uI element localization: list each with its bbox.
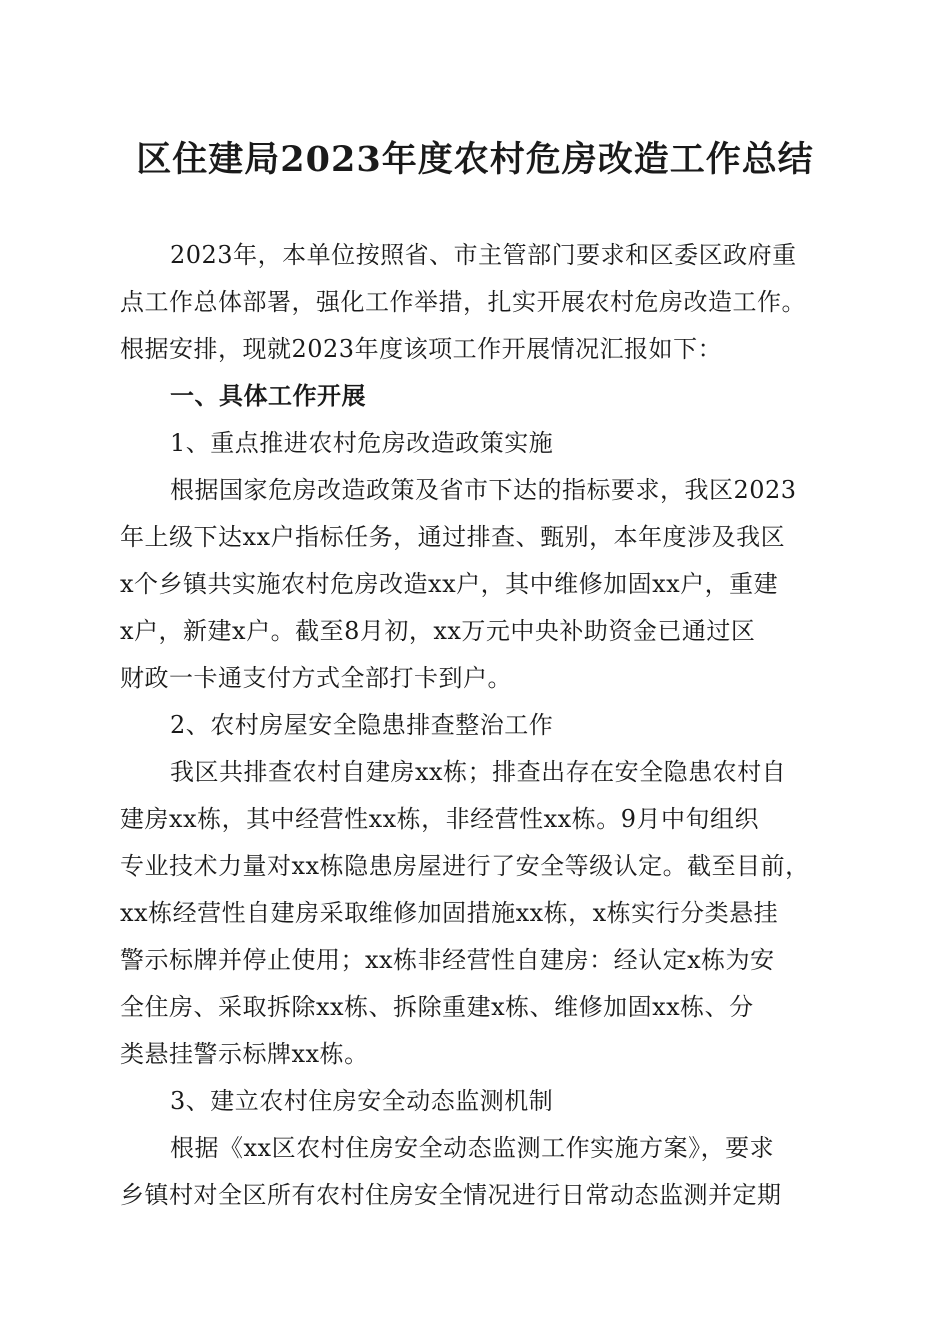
paragraph-line: x个乡镇共实施农村危房改造xx户，其中维修加固xx户，重建	[120, 570, 779, 598]
subsection-heading: 2、农村房屋安全隐患排查整治工作	[170, 711, 554, 739]
paragraph-line: xx栋经营性自建房采取维修加固措施xx栋，x栋实行分类悬挂	[120, 899, 779, 927]
paragraph-line: 全住房、采取拆除xx栋、拆除重建x栋、维修加固xx栋、分	[120, 993, 754, 1021]
paragraph-line: 建房xx栋，其中经营性xx栋，非经营性xx栋。9月中旬组织	[120, 805, 759, 833]
subsection-heading: 1、重点推进农村危房改造政策实施	[170, 429, 554, 457]
paragraph-line: 警示标牌并停止使用；xx栋非经营性自建房：经认定x栋为安	[120, 946, 775, 974]
paragraph-line: 根据《xx区农村住房安全动态监测工作实施方案》，要求	[170, 1134, 775, 1162]
paragraph-line: 2023年，本单位按照省、市主管部门要求和区委区政府重	[170, 241, 797, 269]
paragraph-line: 财政一卡通支付方式全部打卡到户。	[120, 664, 512, 692]
paragraph-line: 乡镇村对全区所有农村住房安全情况进行日常动态监测并定期	[120, 1181, 782, 1209]
paragraph-line: 点工作总体部署，强化工作举措，扎实开展农村危房改造工作。	[120, 288, 806, 316]
paragraph-line: 年上级下达xx户指标任务，通过排查、甄别，本年度涉及我区	[120, 523, 786, 551]
paragraph-line: 根据国家危房改造政策及省市下达的指标要求，我区2023	[170, 476, 797, 504]
paragraph-line: x户，新建x户。截至8月初，xx万元中央补助资金已通过区	[120, 617, 756, 645]
subsection-heading: 3、建立农村住房安全动态监测机制	[170, 1087, 554, 1115]
section-heading: 一、具体工作开展	[170, 382, 366, 410]
document-title: 区住建局2023年度农村危房改造工作总结	[136, 139, 814, 180]
paragraph-line: 根据安排，现就2023年度该项工作开展情况汇报如下：	[120, 335, 723, 363]
paragraph-line: 专业技术力量对xx栋隐患房屋进行了安全等级认定。截至目前，	[120, 852, 810, 880]
paragraph-line: 我区共排查农村自建房xx栋；排查出存在安全隐患农村自	[170, 758, 787, 786]
paragraph-line: 类悬挂警示标牌xx栋。	[120, 1040, 369, 1068]
